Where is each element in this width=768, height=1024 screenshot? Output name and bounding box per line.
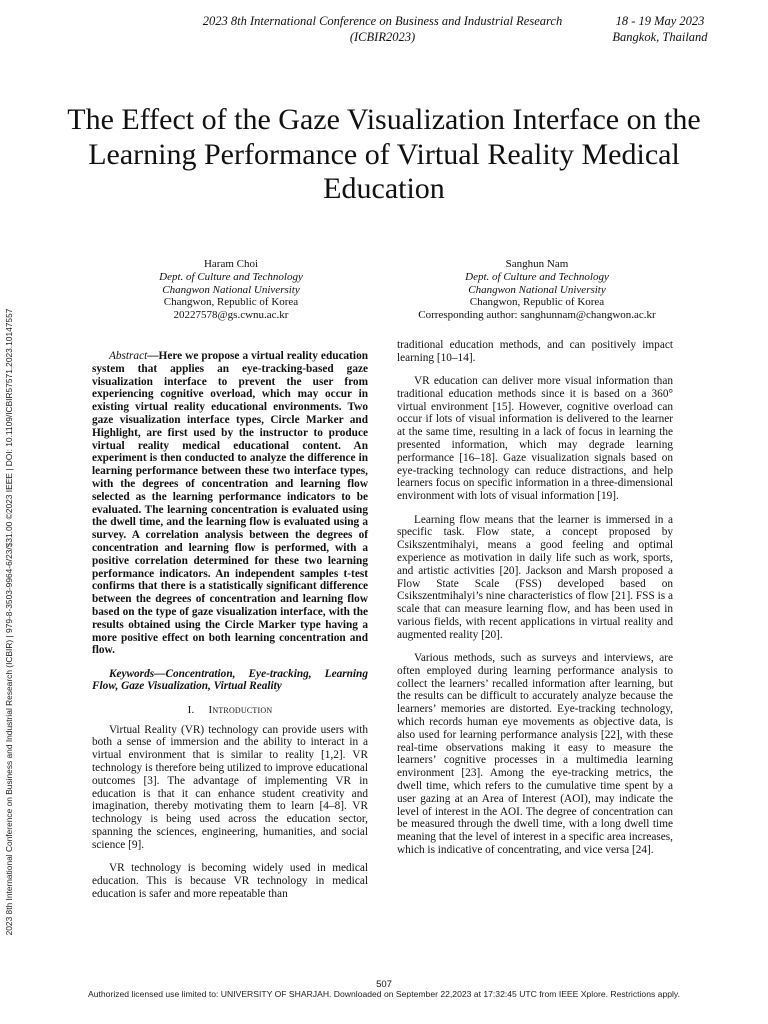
- paragraph: VR education can deliver more visual information than traditional education methods since it is based on a 360° virtual environment [15]. However, cognitive overload can occur if lots of visual information is delivered to the learner at the same time, resulting in a lack of focus in learning the presented information, which may degrade learning performance [16–18]. Gaze visualization signals based on eye-tracking technology can reduce distractions, and help learners focus on specific information in a three-dimensional environment with lots of visual information [19].: [397, 375, 673, 503]
- doi-sidebar: 2023 8th International Conference on Business and Industrial Research (ICBIR) | 979-8-3503-9964-6/23/$31.00 ©2023 IEEE | DOI: 10.1109/ICBIR57571.2023.10147557: [4, 308, 14, 936]
- abstract-dash: —: [147, 350, 159, 362]
- author-dept: Dept. of Culture and Technology: [465, 270, 609, 283]
- author-location: Changwon, Republic of Korea: [163, 296, 299, 309]
- section-number: I.: [187, 703, 195, 716]
- abstract-body: Here we propose a virtual reality education system that applies an eye-tracking-based gaze visualization interface to prevent the user from experiencing cognitive overload, which may occur in existing virtual reality educational environments. Two gaze visualization interface types, Circle Marker and Highlight, are first used by the instructor to produce virtual reality medical educational content. An experiment is then conducted to analyze the difference in learning performance between these two interface types, with the degrees of concentration and learning flow selected as the learning performance indicators to be evaluated. The learning concentration is evaluated using the dwell time, and the learning flow is evaluated using a survey. A correlation analysis between the degrees of concentration and learning flow is performed, with a positive correlation determined for these two learning performance indicators. An independent samples t-test confirms that there is a statistically significant difference between the degrees of concentration and learning flow based on the type of gaze visualization interface, with the results obtained using the Circle Marker type having a more positive effect on both learning concentration and flow.: [92, 350, 368, 657]
- keywords-body: Concentration, Eye-tracking, Learning Flow, Gaze Visualization, Virtual Reality: [92, 667, 368, 693]
- author-name: Haram Choi: [203, 258, 259, 270]
- paragraph: Learning flow means that the learner is immersed in a specific task. Flow state, a concept proposed by Csikszentmihalyi, means a good feeling and optimal experience as motivation in daily life such as work, sports, and artistic activities [20]. Jackson and Marsh proposed a Flow State Scale (FSS) developed based on Csikszentmihalyi’s nine characteristics of flow [21]. FSS is a scale that can measure learning flow, and has been used in various fields, with recent applications in virtual reality and augmented reality [20].: [397, 513, 673, 641]
- section-heading-introduction: [92, 704, 368, 717]
- paragraph: VR technology is becoming widely used in medical education. This is because VR technology in medical education is safer and more repeatable than: [92, 861, 368, 900]
- paragraph: Various methods, such as surveys and interviews, are often employed during learning performance analysis to collect the learners’ recalled information after learning, but the results can be difficult to accurately analyze because the learners’ memories are distorted. Eye-tracking technology, which records human eye movements as objective data, is also used for learning performance analysis [22], with these real-time observations making it easy to measure the learners’ cognitive processes in a multimedia learning environment [23]. Among the eye-tracking metrics, the dwell time, which refers to the cumulative time spent by a user gazing at an Area of Interest (AOI), may indicate the level of interest in the AOI. The degree of concentration can be measured through the dwell time, with a long dwell time meaning that the level of interest in a specific area increases, which is indicative of concentrating, and vice versa [24].: [397, 652, 673, 856]
- author-dept: Dept. of Culture and Technology: [159, 270, 303, 283]
- paragraph: Virtual Reality (VR) technology can provide users with both a sense of immersion and the ability to interact in a virtual environment that is similar to reality [1,2]. VR technology is therefore being utilized to improve educational outcomes [3]. The advantage of implementing VR in education is that it can enhance student creativity and imagination, thereby motivating them to learn [4–8]. VR technology is being used across the education sector, spanning the sciences, engineering, humanities, and social science [9].: [92, 723, 368, 851]
- page-number: 507: [376, 979, 392, 990]
- right-column: [397, 339, 673, 867]
- keywords-dash: —: [154, 667, 166, 680]
- abstract: [92, 350, 368, 657]
- author-block-2: [402, 258, 672, 322]
- author-email: 20227578@gs.cwnu.ac.kr: [173, 309, 289, 322]
- author-email: Corresponding author: sanghunnam@changwon.ac.kr: [418, 309, 656, 322]
- abstract-label: Abstract: [108, 350, 148, 362]
- author-university: Changwon National University: [468, 283, 606, 296]
- conference-location: Bangkok, Thailand: [612, 29, 708, 44]
- license-footer: Authorized licensed use limited to: UNIVERSITY OF SHARJAH. Downloaded on September 22,2023 at 17:32:45 UTC from IEEE Xplore. Restrictions apply.: [88, 989, 680, 999]
- section-title: Introduction: [208, 703, 273, 716]
- author-name: Sanghun Nam: [505, 258, 569, 270]
- left-column: [92, 350, 368, 911]
- author-block-1: [96, 258, 366, 322]
- conference-acronym: (ICBIR2023): [349, 29, 416, 44]
- paragraph: traditional education methods, and can positively impact learning [10–14].: [397, 339, 673, 364]
- paper-title: The Effect of the Gaze Visualization Interface on the Learning Performance of Virtual Reality Medical Education: [67, 103, 701, 205]
- keywords: [92, 668, 368, 694]
- conference-name: 2023 8th International Conference on Business and Industrial Research: [202, 14, 563, 28]
- author-university: Changwon National University: [162, 283, 300, 296]
- conference-header: [190, 14, 575, 45]
- conference-dates: 18 - 19 May 2023: [615, 14, 705, 28]
- conference-date-location: [605, 14, 715, 45]
- author-location: Changwon, Republic of Korea: [469, 296, 605, 309]
- keywords-label: Keywords: [108, 667, 155, 680]
